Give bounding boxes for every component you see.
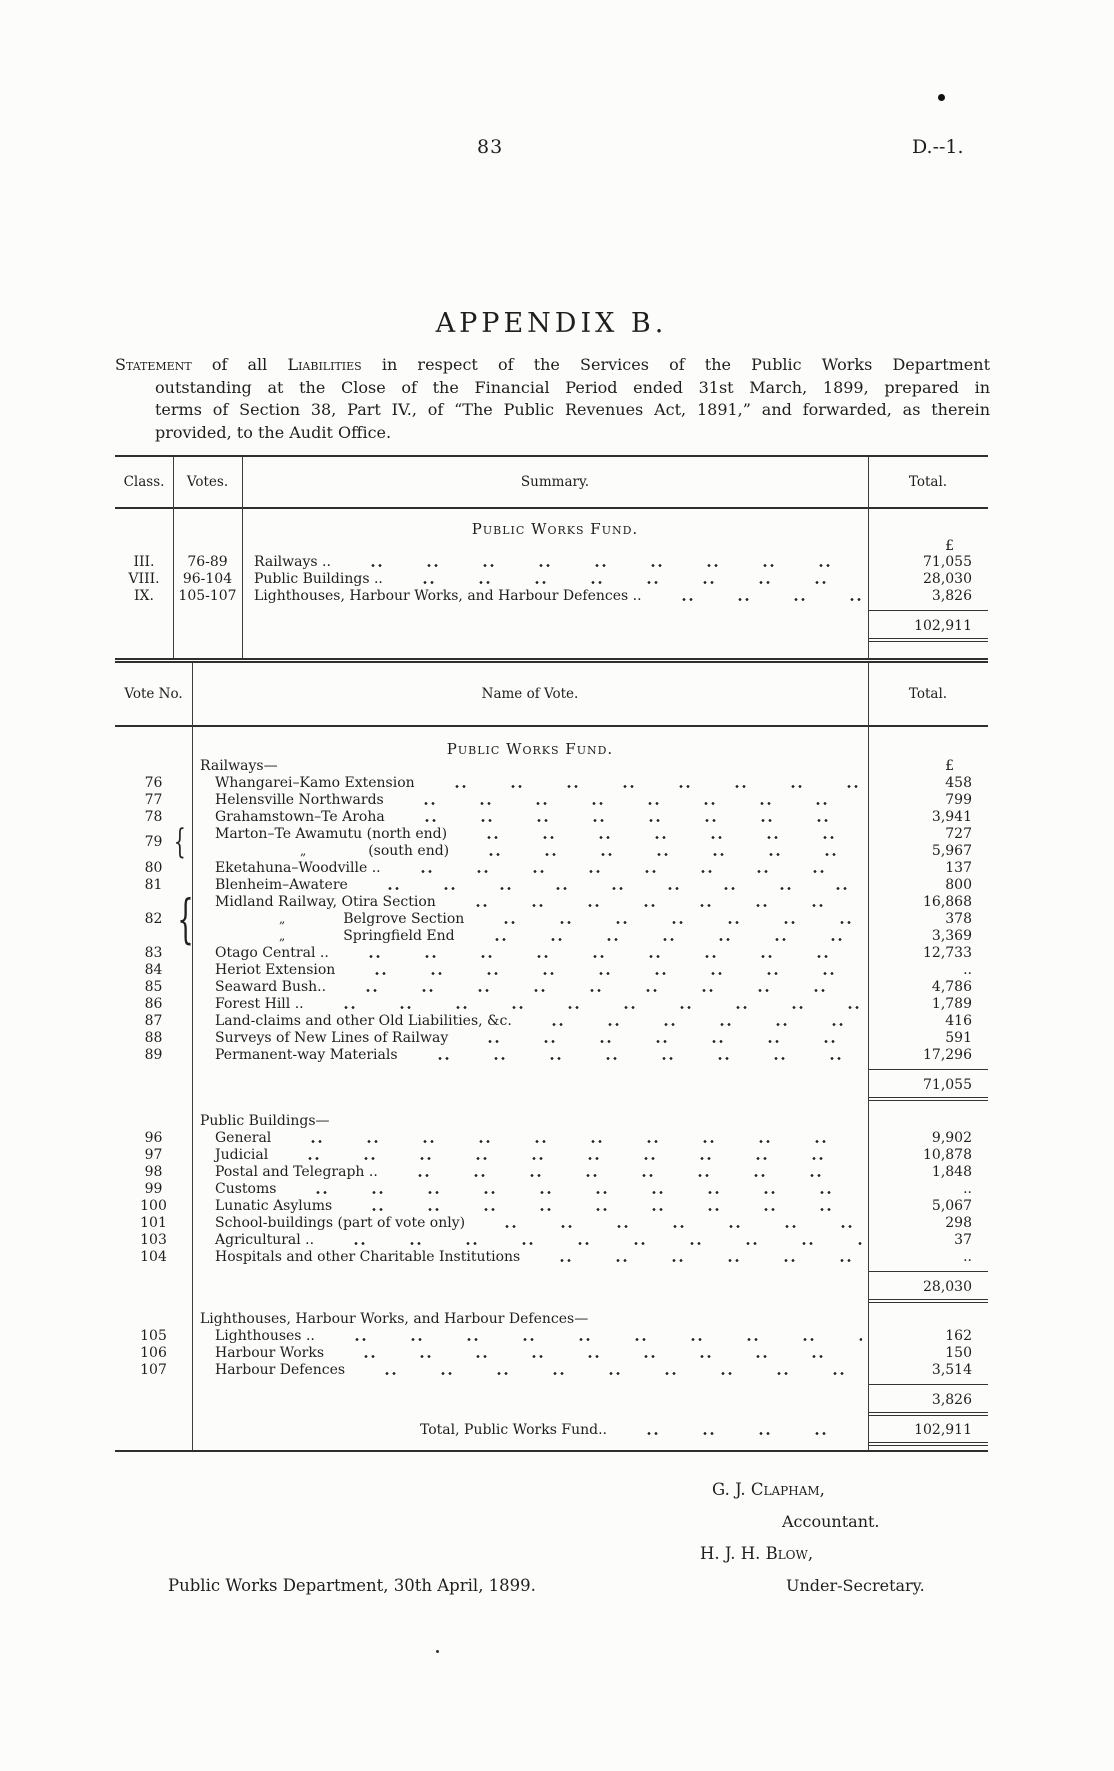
header-total: Total. [908,474,948,490]
ditto-mark: „ [300,844,307,858]
ditto-mark: „ [279,929,286,943]
dot-leader [396,792,862,809]
dot-leader [357,1362,862,1379]
vote-name: General [215,1130,272,1146]
vote-total: 458 [945,775,972,791]
vote-name: Lunatic Asylums [215,1198,333,1214]
group-heading: Railways— [200,758,278,774]
vote-total: 799 [945,792,972,808]
vote-number: 101 [140,1215,167,1231]
table-row [115,1030,988,1047]
dot-leader [280,1147,862,1164]
summary-cell: Public Buildings .. [254,571,383,587]
vote-number: 99 [144,1181,163,1197]
votes-table-header [115,663,988,727]
vote-total: 3,369 [931,928,972,944]
summary-table-header [115,457,988,509]
vote-name: Seaward Bush.. [215,979,327,995]
vote-total: 16,868 [923,894,972,910]
table-row [115,877,988,894]
appendix-title: APPENDIX B. [435,308,668,339]
vote-total: 378 [945,911,972,927]
grand-total-row [115,610,988,642]
vote-name: School-buildings (part of vote only) [215,1215,466,1231]
table-row [115,996,988,1013]
vote-number: 85 [144,979,163,995]
vote-name: Hospitals and other Charitable Institutions [215,1249,521,1265]
signature-title: Accountant. [782,1512,880,1531]
vote-number: 84 [144,962,163,978]
vote-name: Harbour Works [215,1345,325,1361]
vote-name: Helensville Northwards [215,792,384,808]
dot-leader [288,1181,862,1198]
table-row [115,1328,988,1345]
table-row [115,1013,988,1030]
header-total: Total. [908,686,948,702]
statement-mid-text: of all [191,355,288,374]
summary-table [115,455,988,658]
vote-name: Surveys of New Lines of Railway [215,1030,449,1046]
vote-total: .. [963,1249,972,1265]
vote-name: Whangarei–Kamo Extension [215,775,415,791]
table-row [115,1047,988,1064]
dot-leader [619,1422,862,1446]
vote-number: 100 [140,1198,167,1214]
dot-leader [344,1198,862,1215]
vote-total: 800 [945,877,972,893]
statement-rest-text: in respect of the Services of the Public Works Department [361,355,991,374]
dot-leader [338,979,862,996]
vote-total: 416 [945,1013,972,1029]
table-row [115,928,988,945]
table-row [115,979,988,996]
vote-number [115,843,192,860]
vote-name: Blenheim–Awatere [215,877,348,893]
vote-total: 150 [945,1345,972,1361]
header-votes: Votes. [186,474,229,490]
table-row [115,1215,988,1232]
table-row [115,1181,988,1198]
dot-leader [390,1164,862,1181]
vote-total: 4,786 [931,979,972,995]
votes-cell: 105-107 [178,588,237,604]
header-name-of-vote: Name of Vote. [481,686,579,702]
fund-heading: Public Works Fund. [446,740,614,758]
dot-leader [532,1249,862,1266]
table-row [115,843,988,860]
dot-leader [654,588,862,605]
group-heading: Lighthouses, Harbour Works, and Harbour Defences— [200,1311,589,1327]
dot-leader [476,911,862,928]
total-cell: 28,030 [923,571,972,587]
fund-total-row [115,1422,988,1446]
dot-leader [524,1013,862,1030]
doc-reference: D.--1. [912,136,964,158]
dot-leader [283,1130,862,1147]
vote-number: 76 [144,775,163,791]
dot-leader [477,1215,862,1232]
table-row [115,911,988,928]
spacer [278,758,868,775]
table-row [115,1198,988,1215]
vote-number: 78 [144,809,163,825]
vote-name: Marton–Te Awamutu (north end) [215,826,448,842]
vote-total: 5,067 [931,1198,972,1214]
spacer [115,1303,988,1311]
total-cell: 3,826 [931,588,972,604]
header-vote-no: Vote No. [124,686,183,702]
vote-number: 104 [140,1249,167,1265]
dot-leader [327,1328,862,1345]
table-row [115,1164,988,1181]
class-cell: VIII. [128,571,160,587]
subtotal-value: 3,826 [868,1384,988,1416]
dot-leader [410,1047,862,1064]
currency-symbol: £ [945,538,954,554]
votes-cell: 76-89 [187,554,228,570]
table-row [115,1147,988,1164]
vote-number: 105 [140,1328,167,1344]
vote-total: 5,967 [931,843,972,859]
vote-number: 98 [144,1164,163,1180]
table-row [115,1249,988,1266]
vote-total: 37 [954,1232,972,1248]
vote-total: 3,941 [931,809,972,825]
vote-number: 81 [144,877,163,893]
table-row [115,775,988,792]
signature-title: Under-Secretary. [786,1576,925,1595]
summary-cell: Lighthouses, Harbour Works, and Harbour Defences .. [254,588,642,604]
statement-paragraph [115,354,990,444]
vote-number: 107 [140,1362,167,1378]
fund-total-value: 102,911 [868,1422,988,1446]
vote-name: Judicial [215,1147,269,1163]
vote-name: Harbour Defences [215,1362,346,1378]
vote-total: 591 [945,1030,972,1046]
header-summary: Summary. [520,474,590,490]
statement-lead-word: Statement [115,355,192,374]
vote-number: 79 [144,834,163,850]
dot-leader [316,996,862,1013]
vote-name: „ Springfield End [279,928,455,944]
vote-total: .. [963,962,972,978]
vote-number: 77 [144,792,163,808]
signature-name: G. J. Clapham, [712,1480,825,1499]
vote-total: 10,878 [923,1147,972,1163]
vote-name: Heriot Extension [215,962,336,978]
table-row [115,945,988,962]
department-date-line: Public Works Department, 30th April, 1899. [168,1576,536,1595]
vote-total: .. [963,1181,972,1197]
ink-dot [938,94,945,101]
dot-leader [427,775,862,792]
total-cell: 71,055 [923,554,972,570]
vote-number: 89 [144,1047,163,1063]
subtotal-row [115,1384,988,1416]
dot-leader [397,809,862,826]
signature-name: H. J. H. Blow, [700,1544,814,1563]
currency-row [115,538,988,554]
table-row [115,571,988,588]
table-row [115,1345,988,1362]
votes-cell: 96-104 [182,571,233,587]
vote-name: Land-claims and other Old Liabilities, &c. [215,1013,512,1029]
statement-line-3: terms of Section 38, Part IV., of “The Public Revenues Act, 1891,” and forwarded, as therein [155,400,990,419]
dot-leader [448,894,862,911]
spacer [115,1101,988,1113]
vote-total: 162 [945,1328,972,1344]
header-class: Class. [123,474,165,490]
vote-total: 17,296 [923,1047,972,1063]
fund-heading: Public Works Fund. [471,520,639,538]
vote-number [115,928,192,945]
dot-leader [393,860,862,877]
subtotal-row [115,1069,988,1101]
vote-total: 12,733 [923,945,972,961]
dot-leader [461,843,862,860]
dot-leader [336,1345,862,1362]
vote-name: Customs [215,1181,277,1197]
table-row [115,1362,988,1379]
dot-leader [343,554,862,571]
vote-name: Permanent-way Materials [215,1047,398,1063]
class-cell: IX. [134,588,154,604]
currency-symbol: £ [945,758,954,774]
vote-number: 83 [144,945,163,961]
ink-dot [436,1650,439,1653]
vote-name: Eketahuna–Woodville .. [215,860,381,876]
subtotal-value: 28,030 [868,1271,988,1303]
table-row [115,809,988,826]
vote-number: 88 [144,1030,163,1046]
statement-line-2: outstanding at the Close of the Financial Period ended 31st March, 1899, prepared in [155,377,990,397]
vote-name: Lighthouses .. [215,1328,315,1344]
vote-total: 9,902 [931,1130,972,1146]
statement-line-4: provided, to the Audit Office. [155,422,392,442]
table-row [115,894,988,911]
vote-number: 103 [140,1232,167,1248]
group-heading-row [115,1311,988,1328]
dot-leader [395,571,862,588]
table-row [115,962,988,979]
dot-leader [326,1232,862,1249]
subtotal-value: 71,055 [868,1069,988,1101]
vote-number: 97 [144,1147,163,1163]
vote-name: Midland Railway, Otira Section [215,894,436,910]
group-heading-row [115,758,988,775]
dot-leader [341,945,862,962]
vote-number: 82 [144,911,163,927]
vote-total: 298 [945,1215,972,1231]
dot-leader [347,962,862,979]
table-row [115,1232,988,1249]
vote-name: „ Belgrove Section [279,911,465,927]
vote-total: 137 [945,860,972,876]
vote-total: 1,789 [931,996,972,1012]
fund-total-label: Total, Public Works Fund.. [420,1422,607,1438]
vote-name: Forest Hill .. [215,996,304,1012]
vote-total: 1,848 [931,1164,972,1180]
table-row [115,1130,988,1147]
vote-number: 80 [144,860,163,876]
dot-leader [360,877,862,894]
class-cell: III. [133,554,155,570]
table-row [115,554,988,571]
table-row [115,826,988,850]
ditto-mark: „ [279,912,286,926]
subtotal-row [115,1271,988,1303]
vote-total: 3,514 [931,1362,972,1378]
vote-number: 96 [144,1130,163,1146]
table-row [115,588,988,605]
vote-name: Agricultural .. [215,1232,315,1248]
table-row [115,792,988,809]
vote-name: Grahamstown–Te Aroha [215,809,385,825]
dot-leader [459,826,862,843]
dot-leader [460,1030,862,1047]
vote-total: 727 [945,826,972,842]
page-number: 83 [477,136,504,158]
statement-line-1 [115,354,990,377]
votes-table [115,658,988,1452]
vote-name: „ (south end) [300,843,450,859]
vote-name: Otago Central .. [215,945,329,961]
vote-number [115,894,192,911]
grand-total-value: 102,911 [868,610,988,642]
vote-number: 87 [144,1013,163,1029]
vote-name: Postal and Telegraph .. [215,1164,378,1180]
summary-cell: Railways .. [254,554,331,570]
group-heading-row [115,1113,988,1130]
vote-number: 106 [140,1345,167,1361]
statement-liabilities-word: Liabilities [287,355,362,374]
table-row [115,860,988,877]
group-heading: Public Buildings— [200,1113,330,1129]
vote-number: 86 [144,996,163,1012]
dot-leader [467,928,862,945]
